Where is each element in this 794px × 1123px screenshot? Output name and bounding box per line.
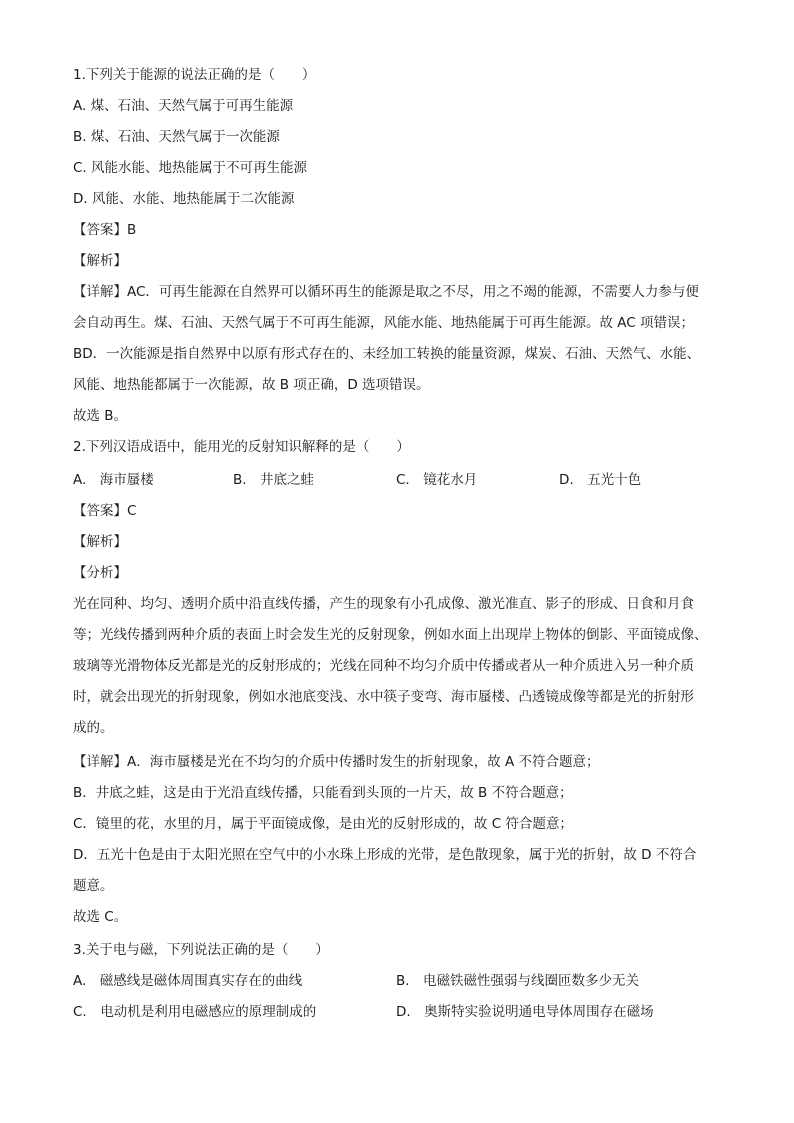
question-3-option-a: A. 磁感线是磁体周围真实存在的曲线	[73, 973, 303, 989]
question-2-detail-line: D．五光十色是由于太阳光照在空气中的小水珠上形成的光带，是色散现象，属于光的折射，故 D 不符合	[73, 847, 697, 863]
question-2-detail-line: 【详解】A．海市蜃楼是光在不均匀的介质中传播时发生的折射现象，故 A 不符合题意；	[73, 754, 600, 770]
question-1-analysis-label: 【解析】	[73, 253, 127, 269]
question-3-option-c: C. 电动机是利用电磁感应的原理制成的	[73, 1004, 317, 1020]
question-2-detail-line: 题意。	[73, 878, 114, 894]
question-1-conclusion: 故选 B。	[73, 408, 128, 424]
question-1-answer: 【答案】B	[73, 222, 137, 238]
question-1-detail-line: 风能、地热能都属于一次能源，故 B 项正确，D 选项错误。	[73, 377, 430, 393]
question-2-fenxi-line: 光在同种、均匀、透明介质中沿直线传播，产生的现象有小孔成像、激光准直、影子的形成、日食和月食	[73, 596, 694, 612]
question-2-fenxi-line: 时，就会出现光的折射现象，例如水池底变浅、水中筷子变弯、海市蜃楼、凸透镜成像等都是光的折射形	[73, 689, 694, 705]
question-2-stem: 2.下列汉语成语中，能用光的反射知识解释的是（ ）	[73, 439, 410, 455]
question-2-option-d: D. 五光十色	[559, 472, 642, 488]
question-2-option-a: A. 海市蜃楼	[73, 472, 154, 488]
question-1-detail-line: 【详解】AC．可再生能源在自然界可以循环再生的能源是取之不尽，用之不竭的能源，不需要人力参与便	[73, 284, 699, 300]
question-3-option-d: D. 奥斯特实验说明通电导体周围存在磁场	[396, 1004, 654, 1020]
question-3-stem: 3.关于电与磁，下列说法正确的是（ ）	[73, 942, 329, 958]
question-2-analysis-label: 【解析】	[73, 534, 127, 550]
question-1-stem: 1.下列关于能源的说法正确的是（ ）	[73, 67, 316, 83]
question-1-detail-line: BD．一次能源是指自然界中以原有形式存在的、未经加工转换的能量资源，煤炭、石油、天然气、水能、	[73, 346, 701, 362]
question-2-detail-line: B．井底之蛙，这是由于光沿直线传播，只能看到头顶的一片天，故 B 不符合题意；	[73, 785, 573, 801]
question-2-fenxi-label: 【分析】	[73, 565, 127, 581]
question-2-option-c: C. 镜花水月	[396, 472, 478, 488]
question-1-option-d: D. 风能、水能、地热能属于二次能源	[73, 191, 295, 207]
question-2-answer: 【答案】C	[73, 503, 137, 519]
question-2-fenxi-line: 玻璃等光滑物体反光都是光的反射形成的；光线在同种不均匀介质中传播或者从一种介质进入另一种介质	[73, 658, 694, 674]
question-2-conclusion: 故选 C。	[73, 909, 128, 925]
question-3-option-b: B. 电磁铁磁性强弱与线圈匝数多少无关	[396, 973, 640, 989]
question-2-option-b: B. 井底之蛙	[233, 472, 315, 488]
question-1-option-c: C. 风能水能、地热能属于不可再生能源	[73, 160, 308, 176]
question-2-fenxi-line: 等；光线传播到两种介质的表面上时会发生光的反射现象，例如水面上出现岸上物体的倒影、平面镜成像、	[73, 627, 708, 643]
question-1-detail-line: 会自动再生。煤、石油、天然气属于不可再生能源，风能水能、地热能属于可再生能源。故 AC 项错误；	[73, 315, 695, 331]
question-1-option-a: A. 煤、石油、天然气属于可再生能源	[73, 98, 294, 114]
question-1-option-b: B. 煤、石油、天然气属于一次能源	[73, 129, 280, 145]
question-2-fenxi-line: 成的。	[73, 720, 114, 736]
question-2-detail-line: C．镜里的花，水里的月，属于平面镜成像，是由光的反射形成的，故 C 符合题意；	[73, 816, 573, 832]
